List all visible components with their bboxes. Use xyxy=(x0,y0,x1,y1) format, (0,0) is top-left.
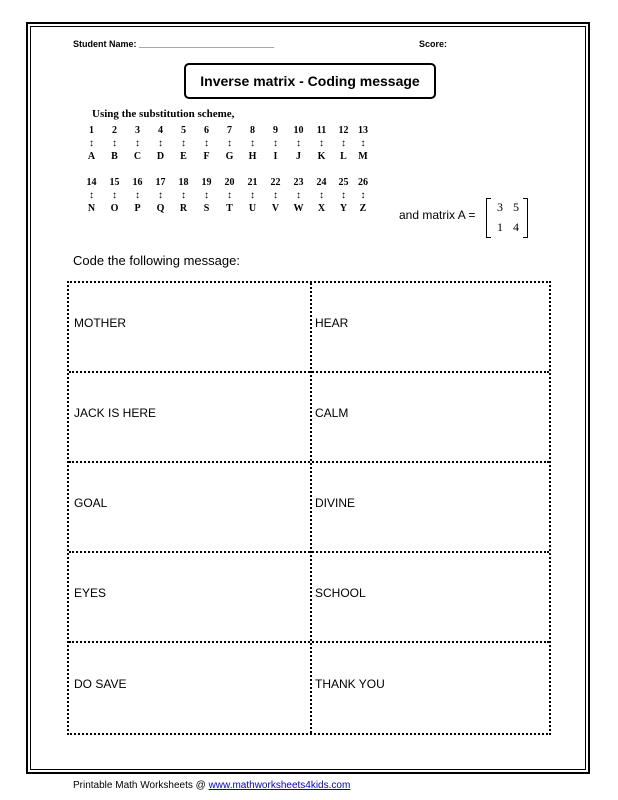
scheme-number: 10 xyxy=(293,125,304,136)
footer-link[interactable]: www.mathworksheets4kids.com xyxy=(208,780,351,791)
grid-row-divider xyxy=(69,551,549,553)
scheme-letter: S xyxy=(203,203,210,214)
arrow-icon: ↕ xyxy=(341,190,346,201)
scheme-number: 22 xyxy=(270,177,281,188)
arrow-icon: ↕ xyxy=(296,138,301,149)
scheme-number: 26 xyxy=(358,177,368,188)
scheme-letter: E xyxy=(180,151,187,162)
matrix-cell-12: 5 xyxy=(513,200,519,214)
footer-text: Printable Math Worksheets @ xyxy=(73,780,209,791)
matrix-cell-11: 3 xyxy=(497,200,503,214)
message-cell: EYES xyxy=(74,586,107,600)
scheme-letter: T xyxy=(226,203,233,214)
scheme-number: 12 xyxy=(338,125,349,136)
matrix-cell-21: 1 xyxy=(497,220,503,234)
arrow-icon: ↕ xyxy=(181,138,186,149)
scheme-number: 24 xyxy=(316,177,327,188)
message-cell: HEAR xyxy=(315,316,349,330)
scheme-letter: D xyxy=(156,151,165,162)
scheme-letter: I xyxy=(273,151,278,162)
arrow-icon: ↕ xyxy=(296,190,301,201)
arrow-icon: ↕ xyxy=(135,190,140,201)
worksheet-title: Inverse matrix - Coding message xyxy=(184,63,436,99)
message-cell: CALM xyxy=(315,406,349,420)
footer xyxy=(73,780,350,791)
scheme-letter: M xyxy=(358,151,368,162)
arrow-icon: ↕ xyxy=(158,190,163,201)
arrow-icon: ↕ xyxy=(112,138,117,149)
matrix-left-bracket xyxy=(486,198,491,238)
grid-row-divider xyxy=(69,641,549,643)
matrix-a xyxy=(486,198,528,238)
scheme-number: 7 xyxy=(227,125,232,136)
scheme-number: 15 xyxy=(109,177,120,188)
arrow-icon: ↕ xyxy=(89,138,94,149)
scheme-number: 1 xyxy=(89,125,94,136)
scheme-number: 14 xyxy=(86,177,97,188)
scheme-number: 17 xyxy=(155,177,166,188)
scheme-letter: B xyxy=(111,151,118,162)
scheme-letter: L xyxy=(340,151,347,162)
scheme-letter: R xyxy=(179,203,188,214)
arrow-icon: ↕ xyxy=(273,190,278,201)
scheme-number: 11 xyxy=(316,125,327,136)
scheme-number: 16 xyxy=(132,177,143,188)
scheme-letter: U xyxy=(248,203,257,214)
message-cell: JACK IS HERE xyxy=(74,406,157,420)
scheme-number: 2 xyxy=(112,125,117,136)
arrow-icon: ↕ xyxy=(204,190,209,201)
arrow-icon: ↕ xyxy=(158,138,163,149)
matrix-right-bracket xyxy=(523,198,528,238)
arrow-icon: ↕ xyxy=(204,138,209,149)
arrow-icon: ↕ xyxy=(135,138,140,149)
arrow-icon: ↕ xyxy=(227,138,232,149)
message-grid xyxy=(67,281,551,735)
arrow-icon: ↕ xyxy=(273,138,278,149)
arrow-icon: ↕ xyxy=(360,190,366,201)
arrow-icon: ↕ xyxy=(89,190,94,201)
substitution-scheme-row-1 xyxy=(80,124,372,163)
scheme-number: 20 xyxy=(224,177,235,188)
arrow-icon: ↕ xyxy=(181,190,186,201)
arrow-icon: ↕ xyxy=(341,138,346,149)
instruction-text: Code the following message: xyxy=(73,253,240,268)
arrow-icon: ↕ xyxy=(319,190,324,201)
matrix-cell-22: 4 xyxy=(513,220,519,234)
arrow-icon: ↕ xyxy=(250,190,255,201)
arrow-icon: ↕ xyxy=(360,138,366,149)
scheme-letter: O xyxy=(110,203,119,214)
scheme-number: 4 xyxy=(158,125,163,136)
student-name-label: Student Name: ___________________________ xyxy=(73,39,275,49)
scheme-number: 18 xyxy=(178,177,189,188)
scheme-number: 9 xyxy=(273,125,278,136)
matrix-label: and matrix A = xyxy=(399,208,476,222)
arrow-icon: ↕ xyxy=(319,138,324,149)
arrow-icon: ↕ xyxy=(227,190,232,201)
arrow-icon: ↕ xyxy=(250,138,255,149)
scheme-letter: N xyxy=(87,203,96,214)
message-cell: GOAL xyxy=(74,496,108,510)
scheme-number: 23 xyxy=(293,177,304,188)
scheme-number: 5 xyxy=(181,125,186,136)
scheme-number: 6 xyxy=(204,125,209,136)
arrow-icon: ↕ xyxy=(112,190,117,201)
scheme-letter: X xyxy=(317,203,326,214)
substitution-scheme-row-2 xyxy=(80,176,372,215)
scheme-number: 8 xyxy=(250,125,255,136)
scheme-letter: G xyxy=(225,151,234,162)
scheme-title: Using the substitution scheme, xyxy=(92,108,235,120)
grid-row-divider xyxy=(69,371,549,373)
scheme-letter: P xyxy=(134,203,141,214)
message-cell: MOTHER xyxy=(74,316,126,330)
score-label: Score: xyxy=(419,39,448,49)
scheme-letter: K xyxy=(317,151,326,162)
scheme-letter: V xyxy=(271,203,280,214)
message-cell: DIVINE xyxy=(315,496,356,510)
scheme-letter: F xyxy=(203,151,210,162)
scheme-number: 25 xyxy=(338,177,349,188)
scheme-letter: J xyxy=(296,151,301,162)
grid-column-divider xyxy=(310,283,312,733)
scheme-number: 19 xyxy=(201,177,212,188)
message-cell: DO SAVE xyxy=(74,677,127,691)
scheme-number: 3 xyxy=(135,125,140,136)
message-cell: SCHOOL xyxy=(315,586,366,600)
scheme-number: 13 xyxy=(358,125,368,136)
scheme-letter: Q xyxy=(156,203,165,214)
grid-row-divider xyxy=(69,461,549,463)
scheme-number: 21 xyxy=(247,177,258,188)
scheme-letter: W xyxy=(293,203,304,214)
scheme-letter: Z xyxy=(359,203,367,214)
scheme-letter: Y xyxy=(339,203,348,214)
scheme-letter: C xyxy=(133,151,142,162)
message-cell: THANK YOU xyxy=(315,677,385,691)
scheme-letter: A xyxy=(87,151,96,162)
scheme-letter: H xyxy=(248,151,257,162)
